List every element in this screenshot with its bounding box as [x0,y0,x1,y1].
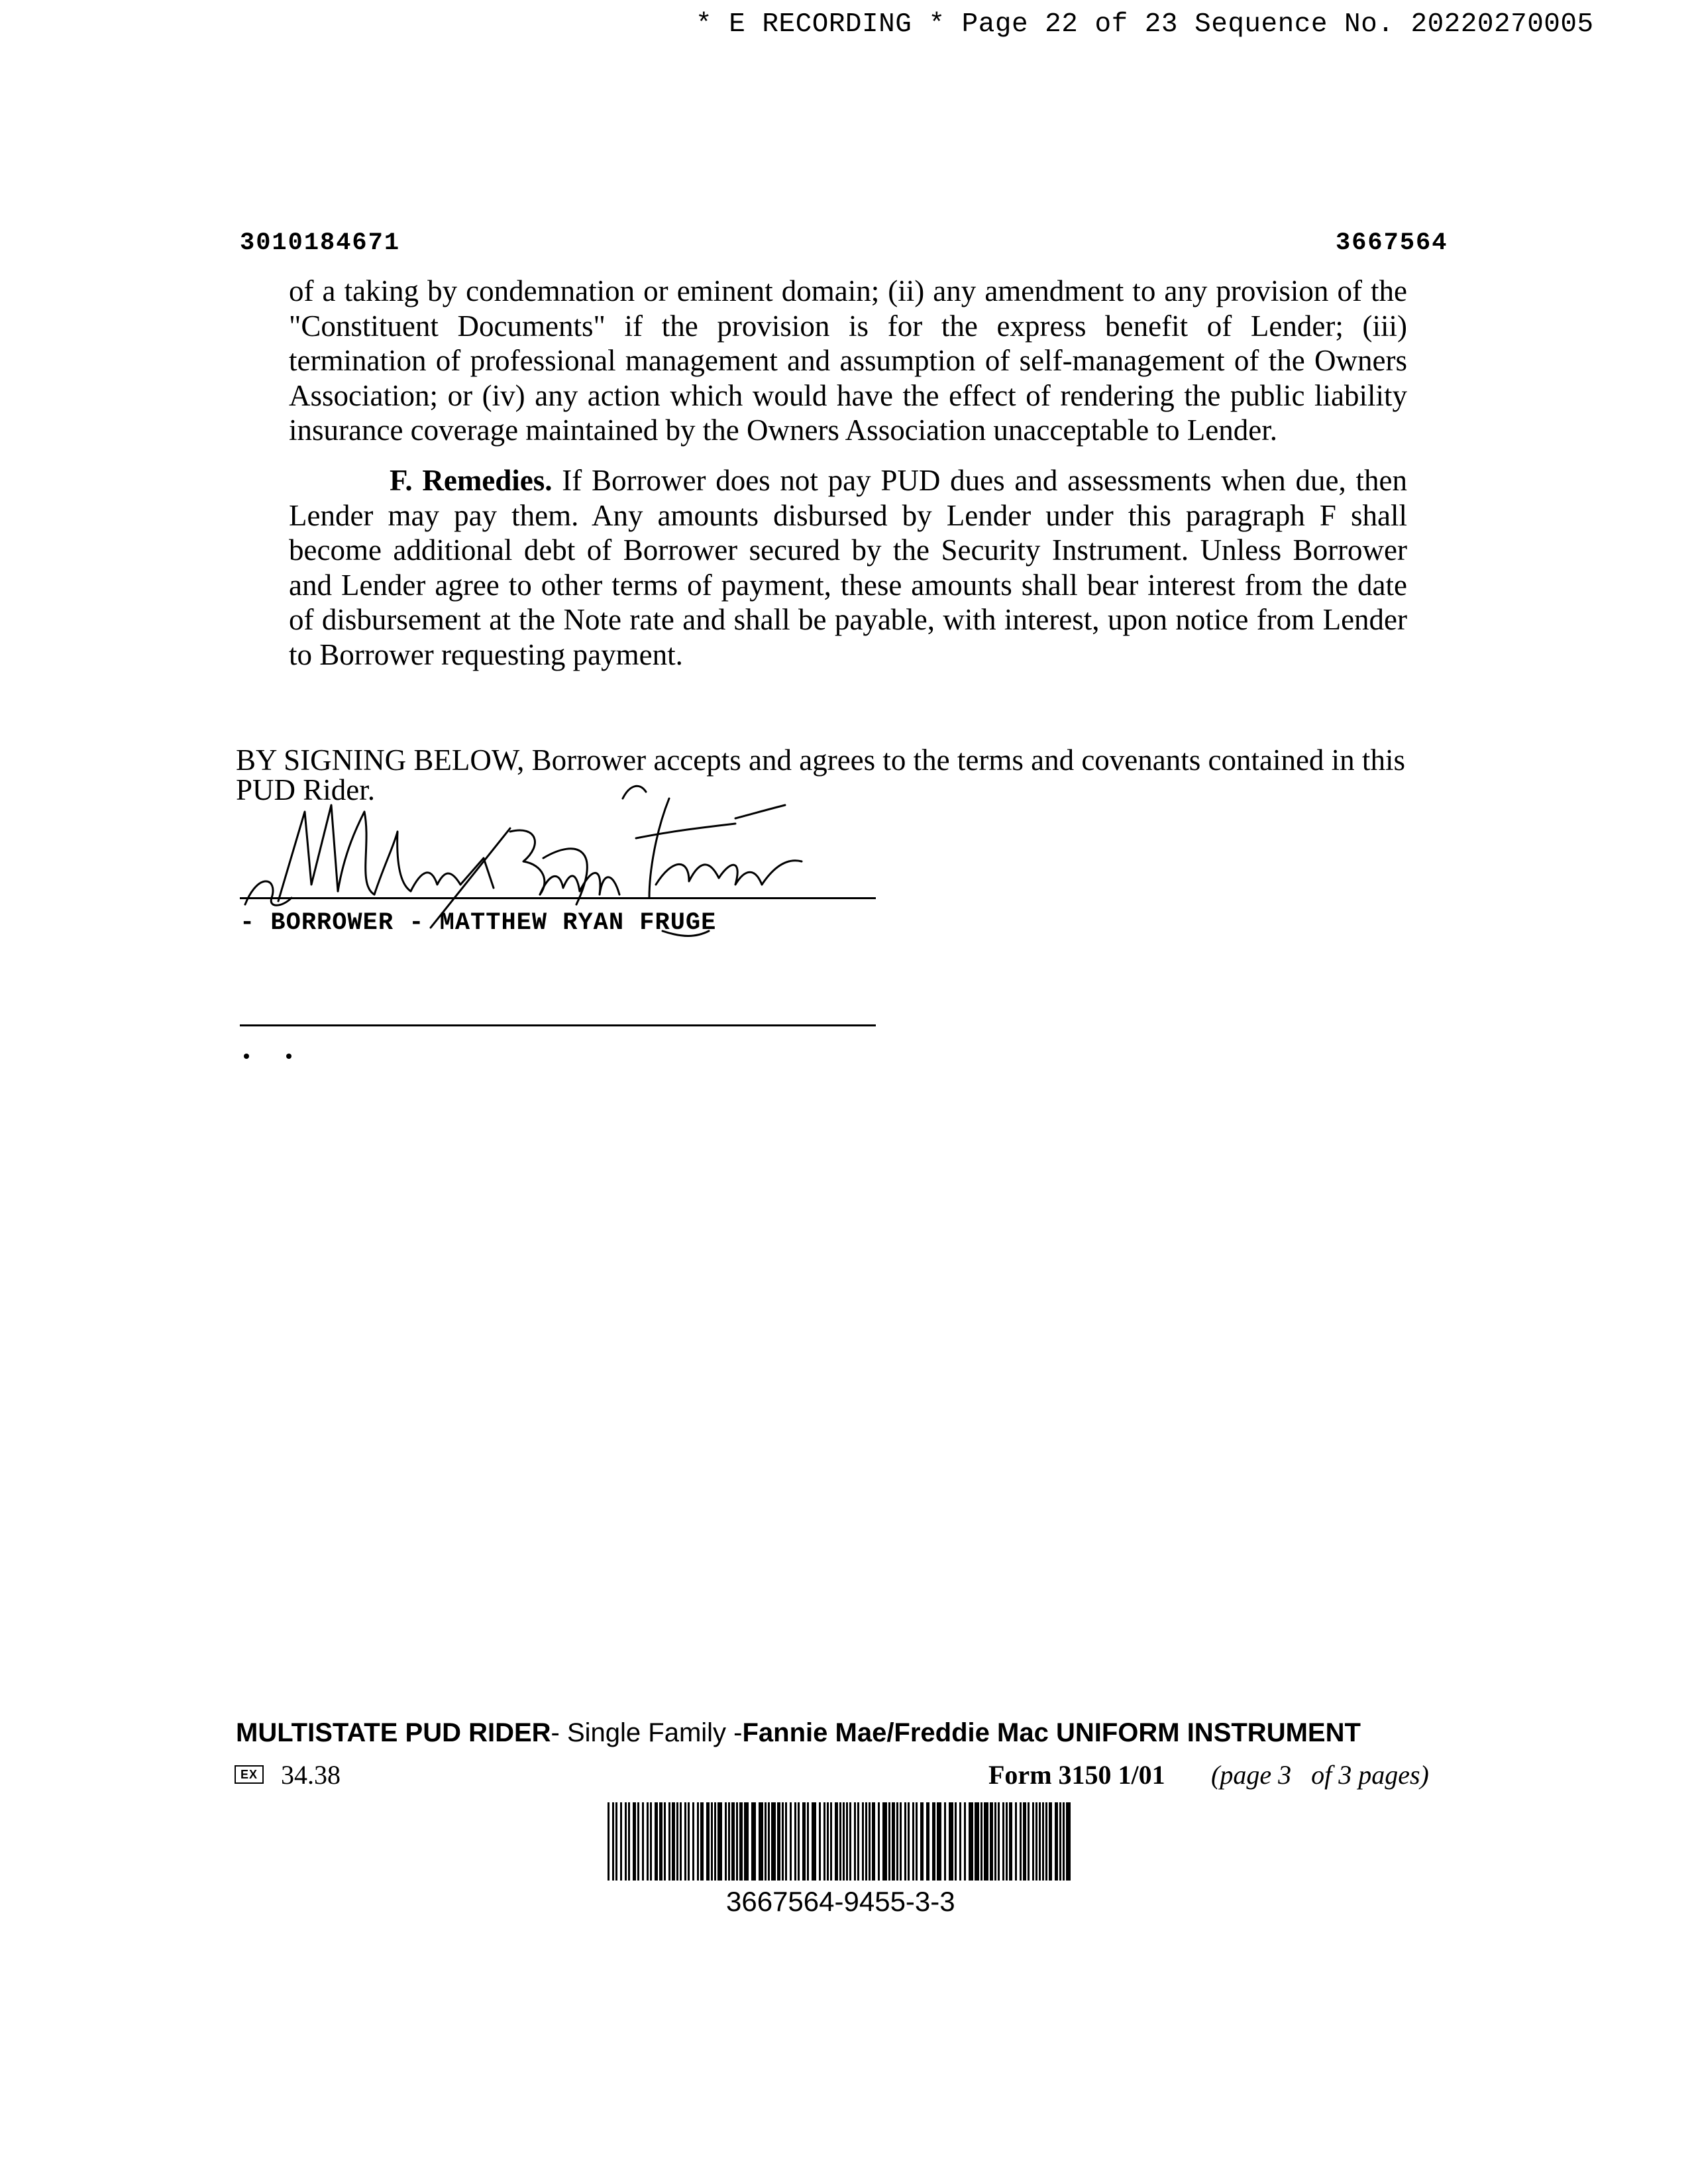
barcode-bar [998,1802,1000,1881]
barcode-bar [802,1802,806,1881]
barcode-bar [830,1802,832,1881]
barcode-bar [819,1802,821,1881]
barcode-bar [846,1802,848,1881]
signing-statement: BY SIGNING BELOW, Borrower accepts and agrees to the terms and covenants contained in this PUD Rider. [236,743,1405,806]
barcode-bar [697,1802,699,1881]
barcode-bar [920,1802,924,1881]
barcode-bar [798,1802,800,1881]
barcode-bar [807,1802,809,1881]
barcode-bar [794,1802,796,1881]
barcode-bar [642,1802,644,1881]
barcode-bar [812,1802,816,1881]
dot-mark [286,1054,292,1059]
recording-header: * E RECORDING * Page 22 of 23 Sequence No. 20220270005 [696,9,1594,40]
barcode-bar [608,1802,610,1881]
barcode-bar [1002,1802,1004,1881]
barcode-bar [892,1802,895,1881]
barcode-bar [932,1802,935,1881]
barcode-bar [878,1802,880,1881]
second-signature-line [240,1024,876,1026]
barcode-bar [736,1802,738,1881]
remedies-heading: F. Remedies. [390,464,553,497]
barcode-bar [912,1802,914,1881]
barcode-bar [725,1802,727,1881]
barcode-bar [900,1802,902,1881]
loan-number-right: 3667564 [1336,229,1448,257]
barcode-bar [872,1802,875,1881]
barcode-bar [706,1802,710,1881]
barcode-bar [1028,1802,1030,1881]
remedies-text: If Borrower does not pay PUD dues and assessments when due, then Lender may pay them. Any amounts disbursed by Lender under this paragraph F shall become additional debt of Borrower secured by the Security Instrument. Unless Borrower and Lender agree to other terms of payment, these amounts shall bear interest from the date of disbursement at the Note rate and shall be payable, with interest, upon notice from Lender to Borrower requesting payment. [289,464,1407,671]
barcode-bar [633,1802,636,1881]
barcode-bar [975,1802,979,1881]
barcode-bar [668,1802,670,1881]
barcode-bar [849,1802,851,1881]
barcode-bar [680,1802,682,1881]
barcode-bar [964,1802,966,1881]
barcode-bar [659,1802,662,1881]
form-number: Form 3150 1/01 [988,1760,1165,1790]
barcode-caption: 3667564-9455-3-3 [726,1886,955,1917]
ex-form-icon: EX [235,1765,264,1784]
loan-number-left: 3010184671 [240,229,401,257]
barcode [608,1802,1075,1882]
barcode-bar [882,1802,887,1881]
barcode-bar [994,1802,996,1881]
form-code: 34.38 [281,1760,341,1790]
barcode-bar [1066,1802,1071,1881]
form-title-part-2: - Single Family - [551,1718,743,1747]
barcode-bar [827,1802,829,1881]
barcode-bar [700,1802,704,1881]
barcode-bar [717,1802,722,1881]
barcode-bar [650,1802,652,1881]
barcode-bar [1059,1802,1061,1881]
barcode-bar [959,1802,961,1881]
barcode-bar [1055,1802,1058,1881]
paragraph-remedies [289,463,1407,672]
barcode-bar [865,1802,867,1881]
barcode-bar [1049,1802,1052,1881]
barcode-bar [839,1802,841,1881]
barcode-bar [790,1802,792,1881]
barcode-bar [984,1802,988,1881]
barcode-bar [1035,1802,1037,1881]
barcode-bar [926,1802,929,1881]
barcode-bar [728,1802,730,1881]
barcode-bar [888,1802,890,1881]
form-title-part-3: Fannie Mae/Freddie Mac UNIFORM INSTRUMENT [742,1718,1361,1747]
barcode-bar [771,1802,776,1881]
barcode-bar [1006,1802,1008,1881]
barcode-bar [854,1802,856,1881]
barcode-bar [908,1802,910,1881]
barcode-bar [1042,1802,1044,1881]
barcode-bar [692,1802,694,1881]
barcode-bar [949,1802,953,1881]
form-title-part-1: MULTISTATE PUD RIDER [236,1718,551,1747]
barcode-bar [647,1802,649,1881]
barcode-bar [620,1802,622,1881]
barcode-bar [1045,1802,1047,1881]
barcode-bar [688,1802,690,1881]
barcode-bar [1039,1802,1041,1881]
barcode-bar [628,1802,630,1881]
barcode-bar [857,1802,859,1881]
barcode-bar [980,1802,982,1881]
barcode-bar [731,1802,735,1881]
barcode-bar [768,1802,770,1881]
barcode-bar [990,1802,993,1881]
signature-line [240,897,876,899]
barcode-bar [785,1802,787,1881]
barcode-bar [823,1802,825,1881]
barcode-bar [744,1802,749,1881]
barcode-bar [843,1802,845,1881]
barcode-bar [955,1802,957,1881]
barcode-bar [664,1802,666,1881]
barcode-bar [944,1802,946,1881]
barcode-bar [896,1802,898,1881]
barcode-bar [739,1802,743,1881]
barcode-bar [904,1802,906,1881]
barcode-bar [1020,1802,1022,1881]
barcode-bar [765,1802,767,1881]
barcode-bar [655,1802,658,1881]
form-title [236,1718,1415,1748]
page-indicator: (page 3 of 3 pages) [1211,1760,1429,1790]
paragraph-continuation: of a taking by condemnation or eminent domain; (ii) any amendment to any provision of the "Constituent Documents" if the provision is for the express benefit of Lender; (iii) termination of professional management and assumption of self-management of the Owners Association; or (iv) any action which would have the effect of rendering the public liability insurance coverage maintained by the Owners Association unacceptable to Lender. [289,274,1407,447]
barcode-bar [777,1802,780,1881]
barcode-bar [625,1802,627,1881]
barcode-bar [916,1802,918,1881]
barcode-bar [782,1802,784,1881]
barcode-bar [751,1802,756,1881]
barcode-bar [937,1802,941,1881]
barcode-bar [637,1802,639,1881]
barcode-bar [1063,1802,1065,1881]
barcode-bar [711,1802,713,1881]
barcode-bar [969,1802,973,1881]
dot-mark [244,1054,249,1059]
barcode-bar [862,1802,864,1881]
barcode-bar [615,1802,617,1881]
signer-label: - BORROWER - MATTHEW RYAN FRUGE [240,909,717,937]
barcode-bar [869,1802,871,1881]
barcode-bar [759,1802,763,1881]
barcode-bar [1009,1802,1012,1881]
barcode-bar [612,1802,614,1881]
barcode-bar [684,1802,686,1881]
barcode-bar [1032,1802,1034,1881]
barcode-bar [714,1802,716,1881]
barcode-bar [835,1802,838,1881]
barcode-bar [1023,1802,1026,1881]
barcode-bar [1015,1802,1017,1881]
barcode-bar [672,1802,675,1881]
barcode-bar [676,1802,678,1881]
